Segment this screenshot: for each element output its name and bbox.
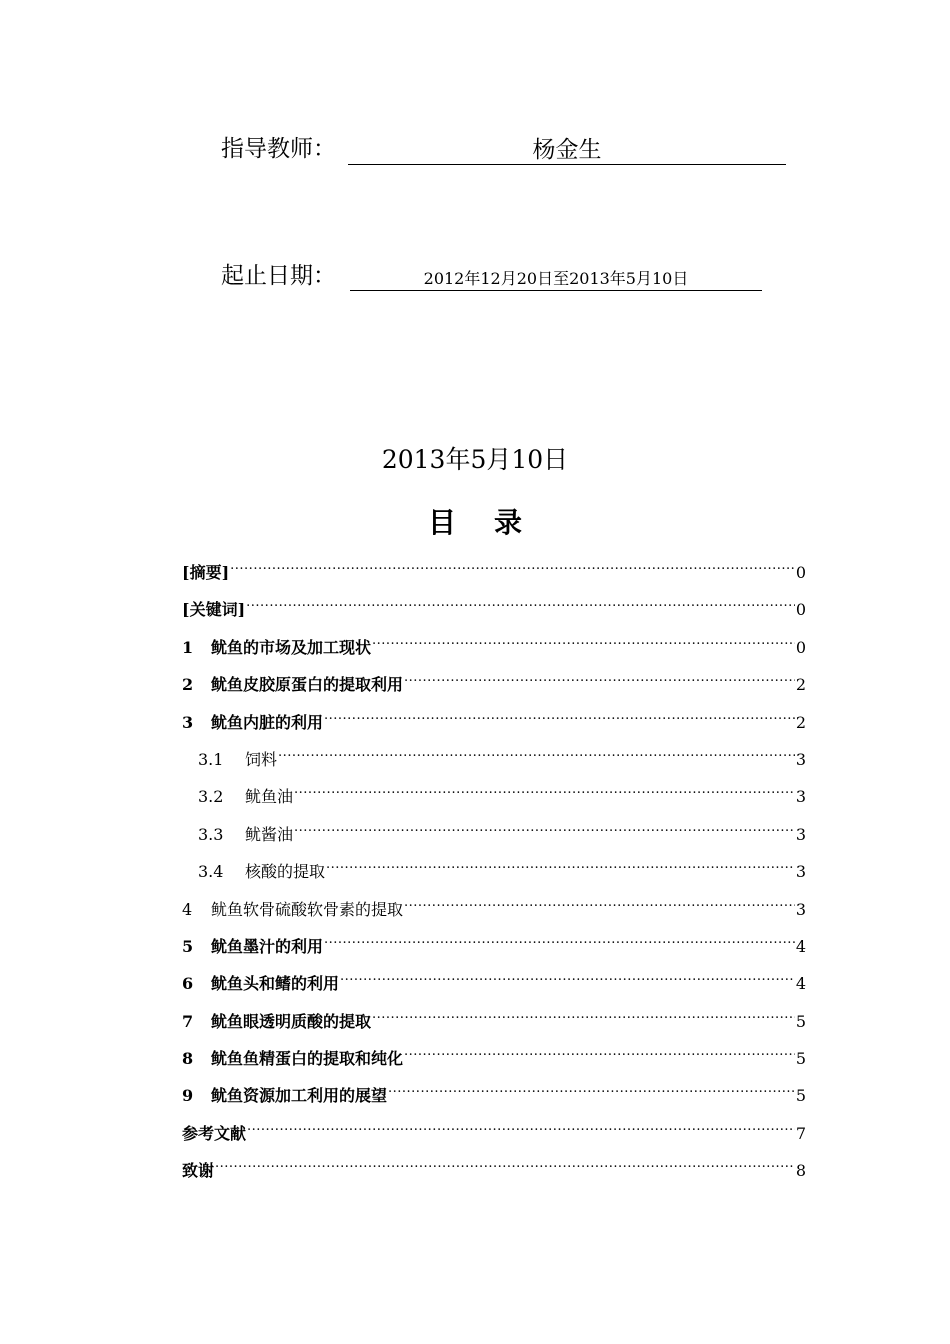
toc-entry-page: 3 xyxy=(795,862,806,882)
toc-entry-page: 4 xyxy=(795,936,806,956)
toc-dot-leader xyxy=(230,562,795,578)
period-field xyxy=(221,262,762,290)
toc-entry-number: 3.2 xyxy=(198,787,224,807)
toc-entry-number: 2 xyxy=(182,675,194,695)
toc-entry-title: 饲料 xyxy=(245,749,278,769)
toc-entry[interactable] xyxy=(182,895,806,932)
table-of-contents xyxy=(182,558,806,1194)
toc-entry[interactable] xyxy=(182,1007,806,1044)
toc-dot-leader xyxy=(278,749,795,765)
toc-entry-title: 鱿鱼软骨硫酸软骨素的提取 xyxy=(211,899,404,919)
toc-entry[interactable] xyxy=(182,820,806,857)
toc-entry-page: 3 xyxy=(795,824,806,844)
toc-entry-number: 9 xyxy=(182,1086,194,1106)
period-label: 起止日期： xyxy=(221,263,336,289)
toc-entry[interactable] xyxy=(182,745,806,782)
toc-dot-leader xyxy=(246,599,795,615)
toc-dot-leader xyxy=(388,1085,795,1101)
toc-entry-title: 鱿鱼鱼精蛋白的提取和纯化 xyxy=(211,1049,404,1069)
toc-entry[interactable] xyxy=(182,670,806,707)
toc-entry-page: 3 xyxy=(795,787,806,807)
toc-entry-title: 鱿鱼头和鳍的利用 xyxy=(211,974,340,994)
toc-dot-leader xyxy=(294,786,795,802)
advisor-field xyxy=(221,135,786,163)
toc-entry-title: [关键词] xyxy=(182,600,246,620)
toc-entry-title: 鱿鱼资源加工利用的展望 xyxy=(211,1086,388,1106)
toc-entry-number: 8 xyxy=(182,1049,194,1069)
toc-entry-page: 2 xyxy=(795,712,806,732)
toc-entry[interactable] xyxy=(182,1119,806,1156)
toc-entry-page: 5 xyxy=(795,1011,806,1031)
toc-dot-leader xyxy=(372,637,795,653)
toc-entry-number: 7 xyxy=(182,1011,194,1031)
toc-entry[interactable] xyxy=(182,932,806,969)
toc-entry[interactable] xyxy=(182,633,806,670)
document-date: 2013年5月10日 xyxy=(381,445,569,474)
toc-entry[interactable] xyxy=(182,969,806,1006)
toc-dot-leader xyxy=(247,1123,795,1139)
toc-title: 目录 xyxy=(427,506,560,539)
toc-dot-leader xyxy=(404,1048,795,1064)
toc-entry-title: 鱿鱼内脏的利用 xyxy=(211,712,324,732)
toc-dot-leader xyxy=(404,674,795,690)
advisor-value: 杨金生 xyxy=(348,136,786,165)
toc-entry-title: 致谢 xyxy=(182,1161,215,1181)
toc-entry-title: 鱿鱼皮胶原蛋白的提取利用 xyxy=(211,675,404,695)
period-value: 2012年12月20日至2013年5月10日 xyxy=(350,268,762,291)
toc-entry-title: 鱿鱼油 xyxy=(245,787,294,807)
toc-entry-title: 核酸的提取 xyxy=(245,862,326,882)
toc-entry-number: 6 xyxy=(182,974,194,994)
toc-entry-number: 3.3 xyxy=(198,824,224,844)
toc-entry-number: 3.4 xyxy=(198,862,224,882)
toc-entry-number: 5 xyxy=(182,936,194,956)
toc-entry-number: 3.1 xyxy=(198,749,224,769)
toc-entry-page: 8 xyxy=(795,1161,806,1181)
toc-entry-page: 3 xyxy=(795,749,806,769)
toc-entry-page: 5 xyxy=(795,1049,806,1069)
toc-entry-page: 3 xyxy=(795,899,806,919)
toc-entry-title: 鱿鱼眼透明质酸的提取 xyxy=(211,1011,372,1031)
toc-dot-leader xyxy=(326,861,795,877)
toc-entry-number: 3 xyxy=(182,712,194,732)
toc-entry[interactable] xyxy=(182,558,806,595)
toc-entry[interactable] xyxy=(182,1044,806,1081)
toc-dot-leader xyxy=(215,1160,795,1176)
toc-entry[interactable] xyxy=(182,782,806,819)
toc-entry[interactable] xyxy=(182,1081,806,1118)
toc-entry-title: 鱿鱼的市场及加工现状 xyxy=(211,637,372,657)
advisor-label: 指导教师： xyxy=(221,136,336,162)
toc-entry[interactable] xyxy=(182,708,806,745)
toc-entry-page: 0 xyxy=(795,600,806,620)
toc-dot-leader xyxy=(324,712,795,728)
toc-entry-page: 0 xyxy=(795,637,806,657)
toc-dot-leader xyxy=(294,824,795,840)
toc-entry[interactable] xyxy=(182,595,806,632)
toc-entry-title: 鱿酱油 xyxy=(245,824,294,844)
toc-entry[interactable] xyxy=(182,857,806,894)
toc-entry-number: 1 xyxy=(182,637,194,657)
toc-entry-page: 2 xyxy=(795,675,806,695)
toc-entry-page: 4 xyxy=(795,974,806,994)
toc-entry-page: 5 xyxy=(795,1086,806,1106)
toc-dot-leader xyxy=(372,1011,795,1027)
toc-entry-title: 鱿鱼墨汁的利用 xyxy=(211,936,324,956)
toc-dot-leader xyxy=(324,936,795,952)
toc-entry-page: 7 xyxy=(795,1123,806,1143)
toc-dot-leader xyxy=(404,899,795,915)
toc-dot-leader xyxy=(340,973,795,989)
toc-entry-title: [摘要] xyxy=(182,563,230,582)
toc-entry-page: 0 xyxy=(795,563,806,582)
toc-entry-title: 参考文献 xyxy=(182,1123,247,1143)
toc-entry[interactable] xyxy=(182,1156,806,1193)
toc-entry-number: 4 xyxy=(182,899,193,919)
